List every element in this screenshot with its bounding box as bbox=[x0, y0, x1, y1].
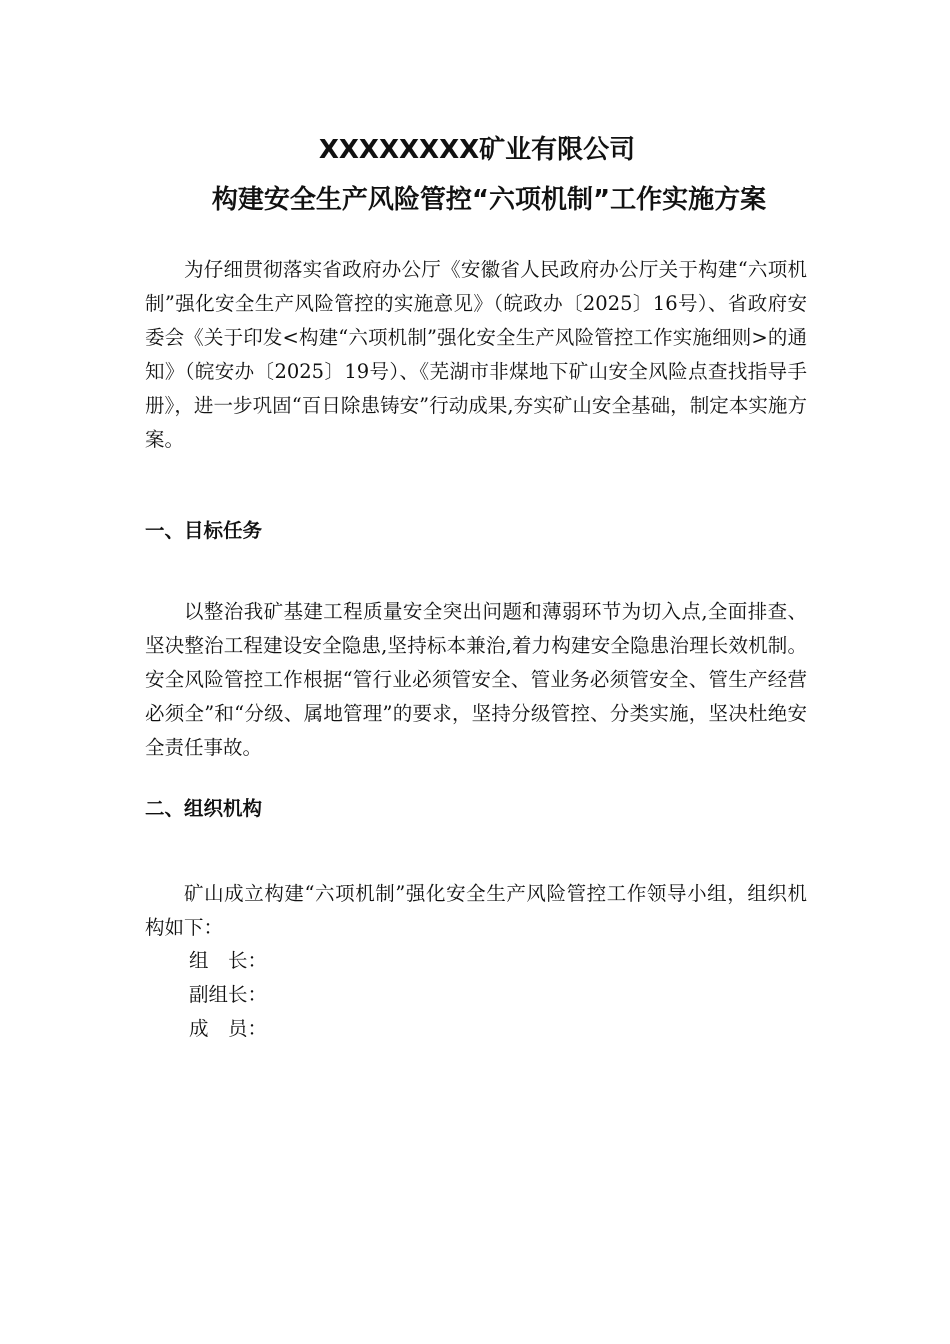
document-title: 构建安全生产风险管控“六项机制”工作实施方案 bbox=[211, 185, 767, 215]
intro-paragraph: 为仔细贯彻落实省政府办公厅《安徽省人民政府办公厅关于构建“六项机制”强化安全生产风险管控的实施意见》（皖政办〔2025〕16号）、省政府安委会《关于印发<构建“六项机制”强化安全生产风险管控工作实施细则>的通知》（皖安办〔2025〕19号）、《芜湖市非煤地下矿山安全风险点查找指导手册》，进一步巩固“百日除患铸安”行动成果,夯实矿山安全基础，制定本实施方案。 bbox=[145, 258, 807, 451]
role-members: 成 员： bbox=[189, 1017, 268, 1040]
section-body-organization: 矿山成立构建“六项机制”强化安全生产风险管控工作领导小组，组织机构如下： bbox=[145, 882, 807, 939]
company-title: XXXXXXXX矿业有限公司 bbox=[318, 135, 636, 165]
section-body-goals: 以整治我矿基建工程质量安全突出问题和薄弱环节为切入点,全面排查、坚决整治工程建设安全隐患,坚持标本兼治,着力构建安全隐患治理长效机制。安全风险管控工作根据“管行业必须管安全、管业务必须管安全、管生产经营必须全”和“分级、属地管理”的要求，坚持分级管控、分类实施，坚决杜绝安全责任事故。 bbox=[145, 600, 807, 759]
section-heading-organization: 二、组织机构 bbox=[145, 797, 263, 820]
section-heading-goals: 一、目标任务 bbox=[145, 519, 263, 542]
role-deputy-leader: 副组长： bbox=[189, 983, 268, 1006]
role-leader: 组 长： bbox=[189, 949, 268, 972]
